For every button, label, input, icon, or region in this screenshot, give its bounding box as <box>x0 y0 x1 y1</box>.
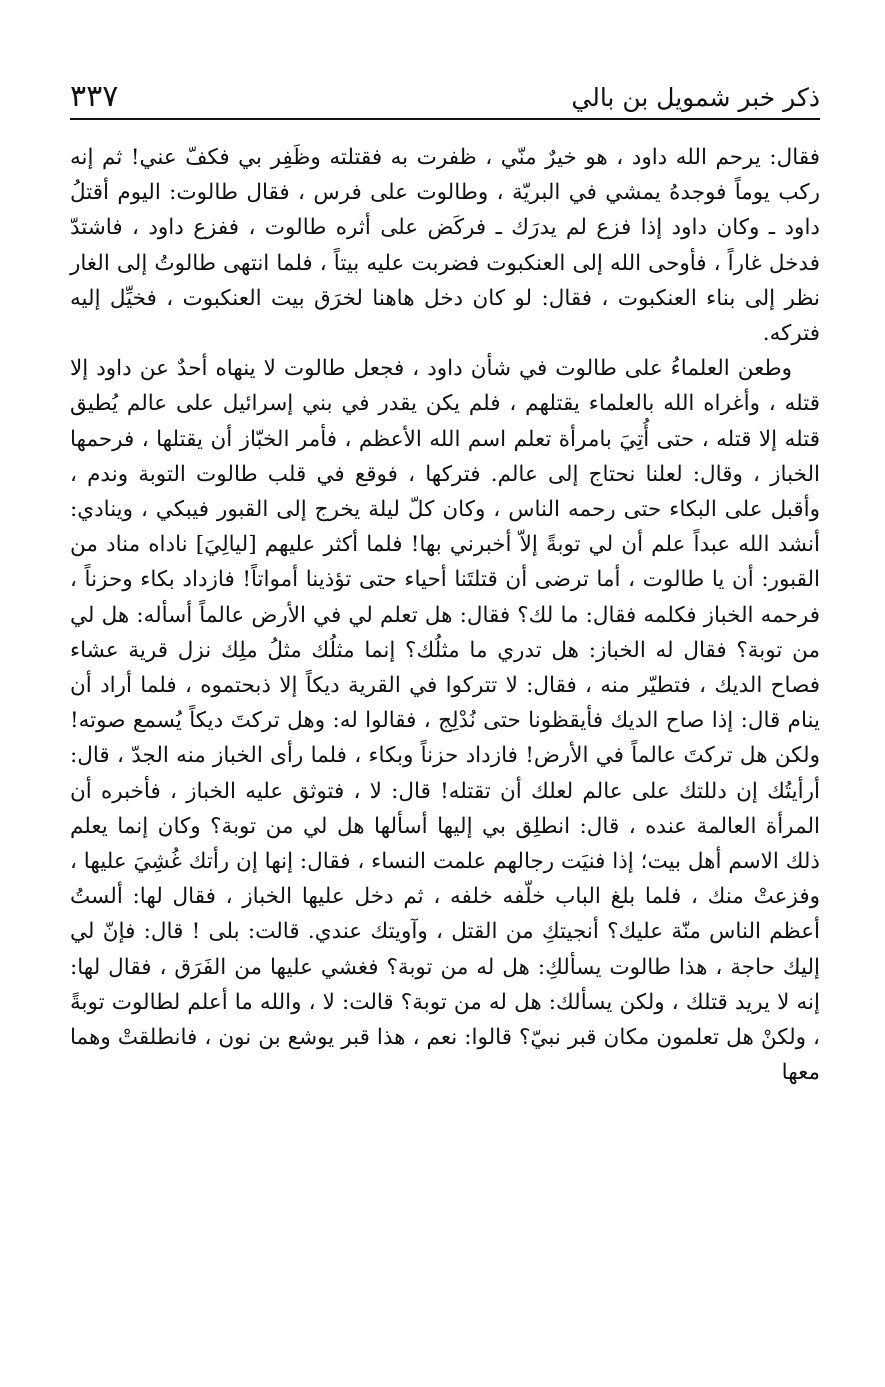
running-title: ذكر خبر شمويل بن بالي <box>571 83 820 112</box>
page-header <box>70 78 820 120</box>
paragraph-2: وطعن العلماءُ على طالوت في شأن داود ، فجعل طالوت لا ينهاه أحدٌ عن داود إلا قتله ، وأغراه الله بالعلماء يقتلهم ، فلم يكن يقدر في بني إسرائيل على عالم يُطيق قتله إلا قتله ، حتى أُتِيَ بامرأة تعلم اسم الله الأعظم ، فأمر الخبّاز أن يقتلها ، فرحمها الخباز ، وقال: لعلنا نحتاج إلى عالم. فتركها ، فوقع في قلب طالوت التوبة وندم ، وأقبل على البكاء حتى رحمه الناس ، وكان كلّ ليلة يخرج إلى القبور فيبكي ، وينادي: أنشد الله عبداً علم أن لي توبةً إلاّ أخبرني بها! فلما أكثر عليهم [ليالِيَ] ناداه مناد من القبور: أن يا طالوت ، أما ترضى أن قتلتَنا أحياء حتى تؤذينا أمواتاً! فازداد بكاء وحزناً ، فرحمه الخباز فكلمه فقال: ما لك؟ فقال: هل تعلم لي في الأرض عالماً أسأله: هل لي من توبة؟ فقال له الخباز: هل تدري ما مثلُك؟ إنما مثلُك مثلُ ملِك نزل قرية عشاء فصاح الديك ، فتطيّر منه ، فقال: لا تتركوا في القرية ديكاً إلا ذبحتموه ، فلما أراد أن ينام قال: إذا صاح الديك فأيقظونا حتى نُدْلِج ، فقالوا له: وهل تركتَ ديكاً يُسمع صوته! ولكن هل تركتَ عالماً في الأرض! فازداد حزناً وبكاء ، فلما رأى الخباز منه الجدّ ، قال: أرأيتُك إن دللتك على عالم لعلك أن تقتله! قال: لا ، فتوثق عليه الخباز ، فأخبره أن المرأة العالمة عنده ، قال: انطلِق بي إليها أسألها هل لي من توبة؟ وكان إنما يعلم ذلك الاسم أهل بيت؛ إذا فنيَت رجالهم علمت النساء ، فقال: إنها إن رأتك غُشِيَ عليها ، وفزعتْ منك ، فلما بلغ الباب خلّفه خلفه ، ثم دخل عليها الخباز ، فقال لها: ألستُ أعظم الناس منّة عليك؟ أنجيتكِ من القتل ، وآويتك عندي. قالت: بلى ! قال: فإنّ لي إليك حاجة ، هذا طالوت يسألكِ: هل له من توبة؟ فغشي عليها من الفَرَق ، فقال لها: إنه لا يريد قتلك ، ولكن يسألك: هل له من توبة؟ قالت: لا ، والله ما أعلم لطالوت توبةً ، ولكنْ هل تعلمون مكان قبر نبيّ؟ قالوا: نعم ، هذا قبر يوشع بن نون ، فانطلقتْ وهما معها <box>70 356 820 1086</box>
page-number: ٣٣٧ <box>70 79 119 114</box>
paragraph-1: فقال: يرحم الله داود ، هو خيرٌ منّي ، ظفرت به فقتلته وظَفِر بي فكفّ عني! ثم إنه ركب يوماً فوجدهُ يمشي في البريّة ، وطالوت على فرس ، فقال طالوت: اليوم أقتلُ داود ـ وكان داود إذا فزع لم يدرَك ـ فركَض على أثره طالوت ، ففزع داود ، فاشتدّ فدخل غاراً ، فأوحى الله إلى العنكبوت فضربت عليه بيتاً ، فلما انتهى طالوتُ إلى الغار نظر إلى بناء العنكبوت ، فقال: لو كان دخل هاهنا لخرَق بيت العنكبوت ، فخيِّل إليه فتركه. <box>70 145 820 347</box>
body-text <box>70 140 820 1090</box>
